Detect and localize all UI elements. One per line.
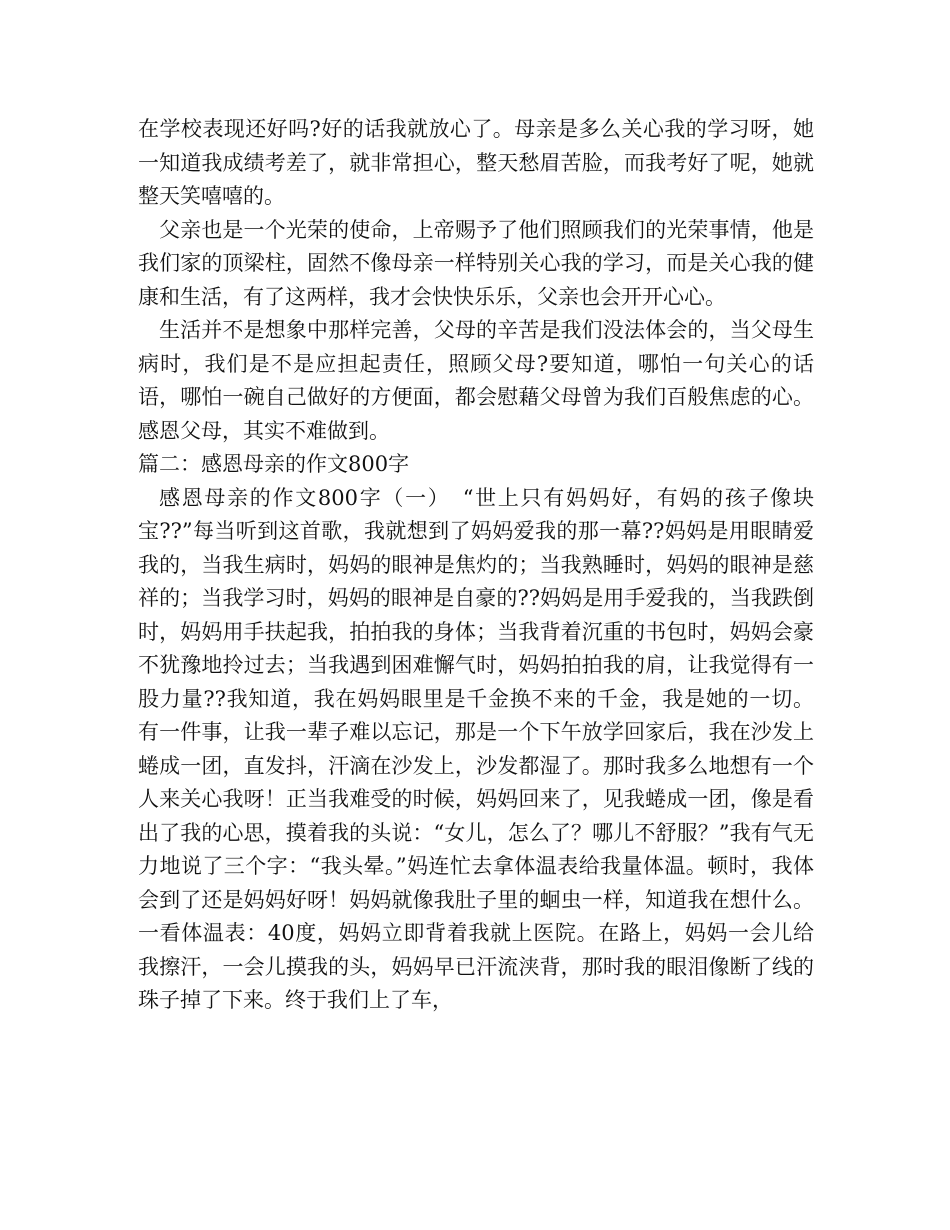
- paragraph: 父亲也是一个光荣的使命，上帝赐予了他们照顾我们的光荣事情，他是我们家的顶梁柱，固然不像母亲一样特别关心我的学习，而是关心我的健康和生活，有了这两样，我才会快快乐乐，父亲也会开开心心。: [138, 217, 814, 309]
- section-heading: 篇二：感恩母亲的作文800字: [138, 452, 410, 476]
- document-body: [138, 113, 814, 1018]
- paragraph: 感恩母亲的作文800字（一） “世上只有妈妈好，有妈的孩子像块宝??”每当听到这首歌，我就想到了妈妈爱我的那一幕??妈妈是用眼睛爱我的，当我生病时，妈妈的眼神是焦灼的；当我熟睡时，妈妈的眼神是慈祥的；当我学习时，妈妈的眼神是自豪的??妈妈是用手爱我的，当我跌倒时，妈妈用手扶起我，拍拍我的身体；当我背着沉重的书包时，妈妈会豪不犹豫地拎过去；当我遇到困难懈气时，妈妈拍拍我的肩，让我觉得有一股力量??我知道，我在妈妈眼里是千金换不来的千金，我是她的一切。 有一件事，让我一辈子难以忘记，那是一个下午放学回家后，我在沙发上蜷成一团，直发抖，汗滴在沙发上，沙发都湿了。那时我多么地想有一个人来关心我呀！正当我难受的时候，妈妈回来了，见我蜷成一团，像是看出了我的心思，摸着我的头说：“女儿，怎么了？哪儿不舒服？”我有气无力地说了三个字：“我头晕。”妈连忙去拿体温表给我量体温。顿时，我体会到了还是妈妈好呀！妈妈就像我肚子里的蛔虫一样，知道我在想什么。一看体温表：40度，妈妈立即背着我就上医院。在路上，妈妈一会儿给我擦汗，一会儿摸我的头，妈妈早已汗流浃背，那时我的眼泪像断了线的珠子掉了下来。终于我们上了车，: [138, 485, 814, 1012]
- paragraph: 在学校表现还好吗?好的话我就放心了。母亲是多么关心我的学习呀，她一知道我成绩考差了，就非常担心，整天愁眉苦脸，而我考好了呢，她就整天笑嘻嘻的。: [138, 117, 814, 208]
- paragraph: 生活并不是想象中那样完善，父母的辛苦是我们没法体会的，当父母生病时，我们是不是应担起责任，照顾父母?要知道，哪怕一句关心的话语，哪怕一碗自己做好的方便面，都会慰藉父母曾为我们百般焦虑的心。感恩父母，其实不难做到。: [138, 318, 814, 443]
